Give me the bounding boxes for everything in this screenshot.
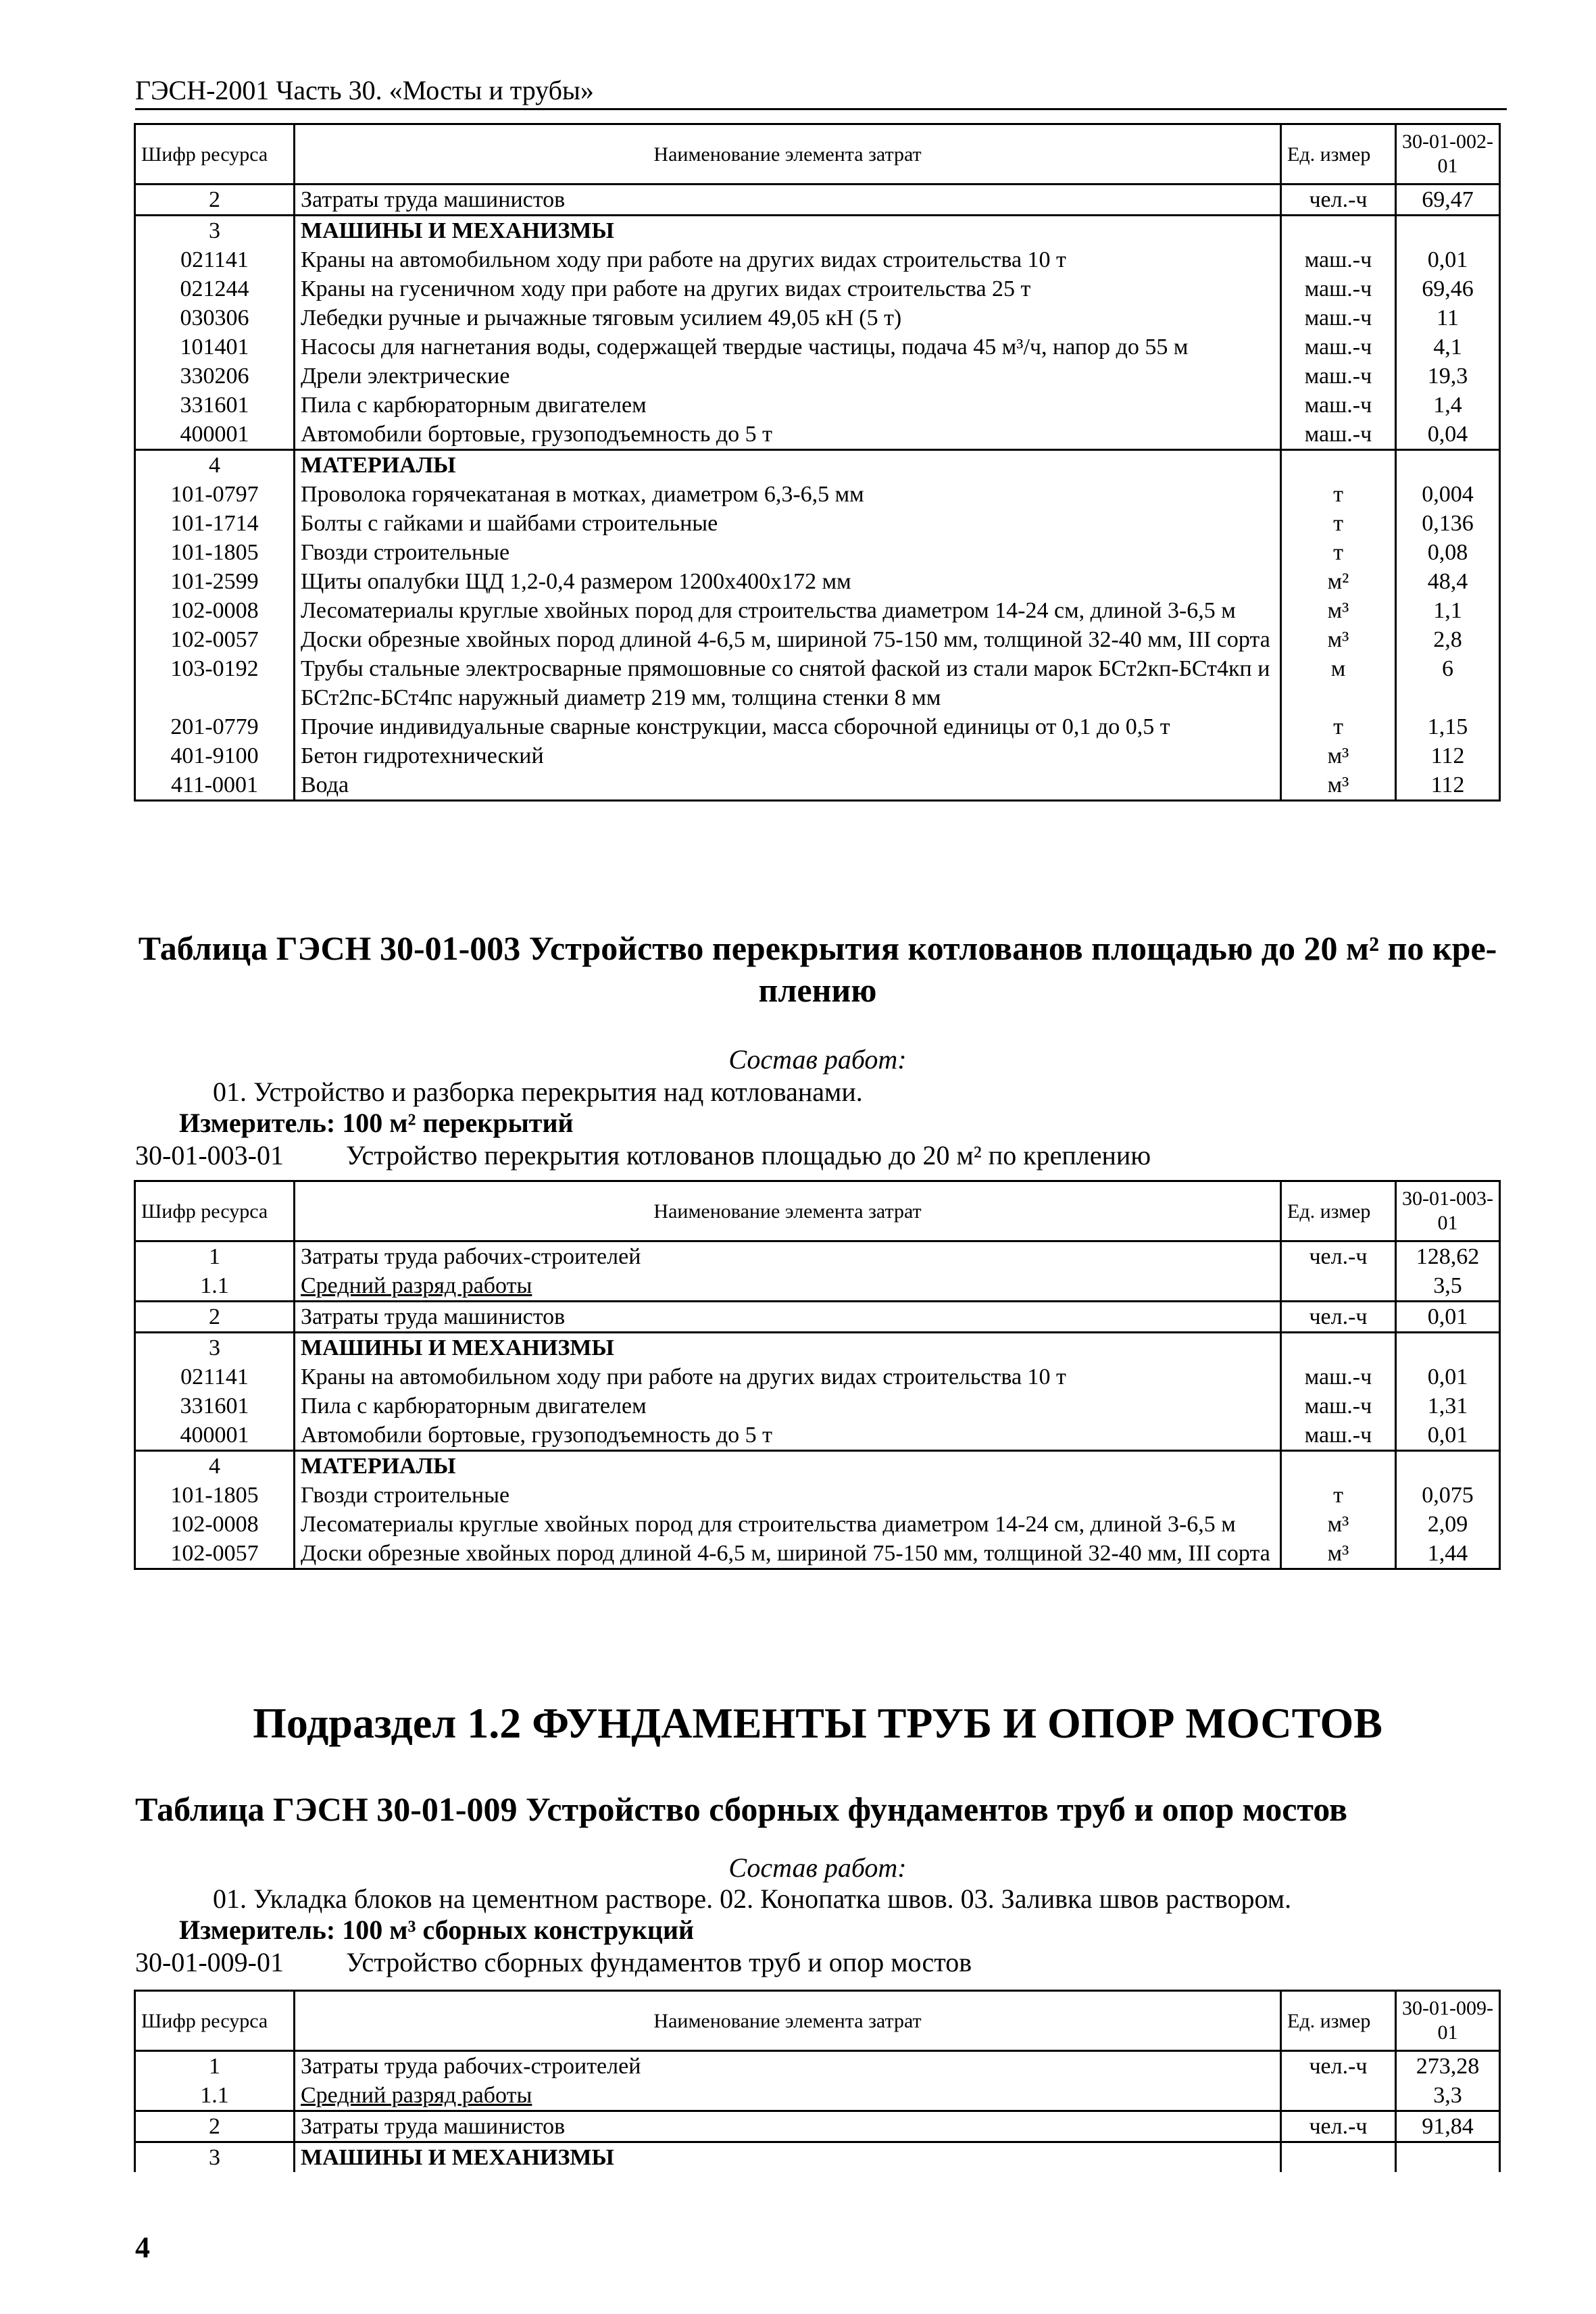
table-row <box>135 625 1500 654</box>
norm-description: Устройство сборных фундаментов труб и опор мостов <box>346 1947 972 1977</box>
row-value: 0,004 <box>1396 480 1500 509</box>
row-code: 2 <box>135 1302 295 1333</box>
row-unit: т <box>1281 1481 1396 1510</box>
col-header-unit: Ед. измер <box>1281 124 1396 184</box>
row-value: 1,44 <box>1396 1539 1500 1569</box>
row-unit: маш.-ч <box>1281 245 1396 274</box>
work-composition-label: Состав работ: <box>728 1044 907 1075</box>
row-name: Автомобили бортовые, грузоподъемность до 5 т <box>295 1421 1281 1451</box>
row-code: 400001 <box>135 420 295 450</box>
row-unit: т <box>1281 509 1396 538</box>
row-code: 401-9100 <box>135 741 295 770</box>
table-row <box>135 1481 1500 1510</box>
row-value: 1,15 <box>1396 712 1500 741</box>
row-name: Пила с карбюраторным двигателем <box>295 1392 1281 1421</box>
row-unit: маш.-ч <box>1281 362 1396 391</box>
table-row <box>135 1421 1500 1451</box>
row-name: Прочие индивидуальные сварные конструкции, масса сборочной единицы от 0,1 до 0,5 т <box>295 712 1281 741</box>
row-value: 1,1 <box>1396 596 1500 625</box>
measure-line <box>179 1914 694 1946</box>
row-name: Затраты труда рабочих-строителей <box>295 2051 1281 2082</box>
row-value: 128,62 <box>1396 1241 1500 1272</box>
row-value: 3,5 <box>1396 1271 1500 1302</box>
row-name: Автомобили бортовые, грузоподъемность до 5 т <box>295 420 1281 450</box>
norm-code: 30-01-009-01 <box>135 1947 284 1977</box>
row-unit: м³ <box>1281 625 1396 654</box>
row-code: 102-0057 <box>135 1539 295 1569</box>
col-header-name: Наименование элемента затрат <box>295 1181 1281 1241</box>
row-value <box>1396 1451 1500 1481</box>
row-code: 102-0008 <box>135 1510 295 1539</box>
col-header-value: 30-01-009-01 <box>1396 1991 1500 2051</box>
title-line: плению <box>758 971 877 1009</box>
row-code: 400001 <box>135 1421 295 1451</box>
table-row <box>135 333 1500 362</box>
row-name: Лебедки ручные и рычажные тяговым усилием 49,05 кН (5 т) <box>295 303 1281 333</box>
header-rule <box>135 108 1507 110</box>
table-row <box>135 2142 1500 2173</box>
row-value: 273,28 <box>1396 2051 1500 2082</box>
table-row <box>135 2051 1500 2082</box>
row-code: 102-0008 <box>135 596 295 625</box>
row-unit: м³ <box>1281 596 1396 625</box>
table-row <box>135 245 1500 274</box>
row-name: Щиты опалубки ЩД 1,2-0,4 размером 1200х400х172 мм <box>295 567 1281 596</box>
row-value: 1,4 <box>1396 391 1500 420</box>
table-row <box>135 567 1500 596</box>
row-unit: маш.-ч <box>1281 391 1396 420</box>
row-code: 101-1714 <box>135 509 295 538</box>
row-unit <box>1281 450 1396 481</box>
row-unit: маш.-ч <box>1281 1421 1396 1451</box>
row-value: 11 <box>1396 303 1500 333</box>
row-unit: м³ <box>1281 770 1396 801</box>
resource-table-3 <box>134 1990 1501 2172</box>
row-code: 101-0797 <box>135 480 295 509</box>
measure-line <box>179 1107 574 1139</box>
resource-table-1 <box>134 123 1501 802</box>
col-header-name: Наименование элемента затрат <box>295 1991 1281 2051</box>
measure-value: 100 м³ сборных конструкций <box>342 1915 695 1945</box>
row-value: 0,01 <box>1396 1421 1500 1451</box>
row-unit: т <box>1281 538 1396 567</box>
table-row <box>135 538 1500 567</box>
row-name: Краны на автомобильном ходу при работе на других видах строительства 10 т <box>295 1362 1281 1392</box>
row-value: 6 <box>1396 654 1500 712</box>
row-unit: чел.-ч <box>1281 1241 1396 1272</box>
table-row <box>135 1302 1500 1333</box>
row-value: 0,075 <box>1396 1481 1500 1510</box>
row-code: 2 <box>135 2111 295 2142</box>
group-title: МАШИНЫ И МЕХАНИЗМЫ <box>295 2142 1281 2173</box>
row-code: 411-0001 <box>135 770 295 801</box>
row-code: 021141 <box>135 1362 295 1392</box>
table-row <box>135 1333 1500 1363</box>
row-unit: маш.-ч <box>1281 420 1396 450</box>
row-unit: маш.-ч <box>1281 1362 1396 1392</box>
row-code: 331601 <box>135 1392 295 1421</box>
row-value: 0,04 <box>1396 420 1500 450</box>
col-header-value: 30-01-002-01 <box>1396 124 1500 184</box>
row-unit: м³ <box>1281 741 1396 770</box>
title-line: Таблица ГЭСН 30-01-003 Устройство перекрытия котлованов площадью до 20 м² по кре- <box>138 929 1497 967</box>
row-code: 330206 <box>135 362 295 391</box>
row-value: 0,01 <box>1396 245 1500 274</box>
row-name: Проволока горячекатаная в мотках, диаметром 6,3-6,5 мм <box>295 480 1281 509</box>
row-unit <box>1281 1451 1396 1481</box>
row-code: 1 <box>135 2051 295 2082</box>
row-value: 0,01 <box>1396 1302 1500 1333</box>
work-composition-label: Состав работ: <box>728 1852 907 1883</box>
row-unit: маш.-ч <box>1281 1392 1396 1421</box>
table-row <box>135 741 1500 770</box>
row-name: Затраты труда машинистов <box>295 2111 1281 2142</box>
row-name: Краны на гусеничном ходу при работе на других видах строительства 25 т <box>295 274 1281 303</box>
row-value: 2,8 <box>1396 625 1500 654</box>
group-title: МАТЕРИАЛЫ <box>295 450 1281 481</box>
table-row <box>135 1392 1500 1421</box>
col-header-unit: Ед. измер <box>1281 1991 1396 2051</box>
col-header-code: Шифр ресурса <box>135 1181 295 1241</box>
row-value: 91,84 <box>1396 2111 1500 2142</box>
row-code: 2 <box>135 184 295 216</box>
row-unit: т <box>1281 480 1396 509</box>
norm-code: 30-01-003-01 <box>135 1140 284 1171</box>
table-row <box>135 184 1500 216</box>
table-header-row <box>135 1181 1500 1241</box>
row-code: 1.1 <box>135 2081 295 2111</box>
table-row <box>135 596 1500 625</box>
row-unit: чел.-ч <box>1281 2111 1396 2142</box>
row-code: 021141 <box>135 245 295 274</box>
table-row <box>135 712 1500 741</box>
row-name: Бетон гидротехнический <box>295 741 1281 770</box>
row-code: 021244 <box>135 274 295 303</box>
table-row <box>135 509 1500 538</box>
row-unit: м³ <box>1281 1510 1396 1539</box>
group-title: МАШИНЫ И МЕХАНИЗМЫ <box>295 1333 1281 1363</box>
group-title: МАТЕРИАЛЫ <box>295 1451 1281 1481</box>
col-header-code: Шифр ресурса <box>135 124 295 184</box>
row-unit <box>1281 1271 1396 1302</box>
table-row <box>135 420 1500 450</box>
row-code: 1.1 <box>135 1271 295 1302</box>
row-code: 101-1805 <box>135 538 295 567</box>
col-header-code: Шифр ресурса <box>135 1991 295 2051</box>
col-header-value: 30-01-003-01 <box>1396 1181 1500 1241</box>
row-name: Средний разряд работы <box>295 2081 1281 2111</box>
row-value: 4,1 <box>1396 333 1500 362</box>
row-value <box>1396 2142 1500 2173</box>
table-row <box>135 303 1500 333</box>
row-value: 19,3 <box>1396 362 1500 391</box>
table-row <box>135 391 1500 420</box>
row-value: 0,08 <box>1396 538 1500 567</box>
row-code: 331601 <box>135 391 295 420</box>
row-value: 0,01 <box>1396 1362 1500 1392</box>
row-name: Лесоматериалы круглые хвойных пород для строительства диаметром 14-24 см, длиной 3-6,5 м <box>295 1510 1281 1539</box>
row-unit: маш.-ч <box>1281 333 1396 362</box>
row-unit: чел.-ч <box>1281 184 1396 216</box>
col-header-unit: Ед. измер <box>1281 1181 1396 1241</box>
subsection-title: Подраздел 1.2 ФУНДАМЕНТЫ ТРУБ И ОПОР МОСТОВ <box>253 1699 1382 1747</box>
row-unit <box>1281 216 1396 246</box>
row-code: 102-0057 <box>135 625 295 654</box>
row-name: Гвозди строительные <box>295 538 1281 567</box>
row-code: 101401 <box>135 333 295 362</box>
row-name: Краны на автомобильном ходу при работе на других видах строительства 10 т <box>295 245 1281 274</box>
row-unit: м² <box>1281 567 1396 596</box>
work-composition-text: 01. Укладка блоков на цементном растворе. 02. Конопатка швов. 03. Заливка швов раствором. <box>213 1884 1292 1914</box>
table-row <box>135 2081 1500 2111</box>
row-unit: м <box>1281 654 1396 712</box>
table-header-row <box>135 1991 1500 2051</box>
row-unit: маш.-ч <box>1281 274 1396 303</box>
row-name: Болты с гайками и шайбами строительные <box>295 509 1281 538</box>
row-name: Средний разряд работы <box>295 1271 1281 1302</box>
table-row <box>135 1510 1500 1539</box>
row-value <box>1396 450 1500 481</box>
table-row <box>135 1271 1500 1302</box>
table-row <box>135 362 1500 391</box>
row-code: 201-0779 <box>135 712 295 741</box>
table-row <box>135 1241 1500 1272</box>
row-value: 3,3 <box>1396 2081 1500 2111</box>
row-name: Затраты труда рабочих-строителей <box>295 1241 1281 1272</box>
row-unit: чел.-ч <box>1281 1302 1396 1333</box>
table-row <box>135 1362 1500 1392</box>
running-header: ГЭСН-2001 Часть 30. «Мосты и трубы» <box>135 75 594 105</box>
row-code: 030306 <box>135 303 295 333</box>
table-row <box>135 450 1500 481</box>
table-row <box>135 654 1500 712</box>
row-code: 4 <box>135 450 295 481</box>
row-name: Затраты труда машинистов <box>295 1302 1281 1333</box>
table-row <box>135 274 1500 303</box>
row-code: 101-1805 <box>135 1481 295 1510</box>
row-value <box>1396 216 1500 246</box>
row-value: 69,47 <box>1396 184 1500 216</box>
row-value: 48,4 <box>1396 567 1500 596</box>
table-row <box>135 770 1500 801</box>
measure-value: 100 м² перекрытий <box>342 1108 574 1138</box>
row-code: 3 <box>135 1333 295 1363</box>
row-value: 69,46 <box>1396 274 1500 303</box>
table-row <box>135 1539 1500 1569</box>
table-row <box>135 216 1500 246</box>
row-code: 3 <box>135 216 295 246</box>
resource-table-2 <box>134 1180 1501 1570</box>
col-header-name: Наименование элемента затрат <box>295 124 1281 184</box>
row-code: 4 <box>135 1451 295 1481</box>
row-value <box>1396 1333 1500 1363</box>
norm-description: Устройство перекрытия котлованов площадью до 20 м² по креплению <box>346 1140 1151 1171</box>
row-value: 0,136 <box>1396 509 1500 538</box>
row-name: Гвозди строительные <box>295 1481 1281 1510</box>
row-unit: маш.-ч <box>1281 303 1396 333</box>
table-row <box>135 2111 1500 2142</box>
row-name: Лесоматериалы круглые хвойных пород для строительства диаметром 14-24 см, длиной 3-6,5 м <box>295 596 1281 625</box>
table-row <box>135 480 1500 509</box>
row-value: 112 <box>1396 741 1500 770</box>
row-name: Затраты труда машинистов <box>295 184 1281 216</box>
table-title-30-01-009: Таблица ГЭСН 30-01-009 Устройство сборных фундаментов труб и опор мостов <box>135 1790 1348 1828</box>
row-value: 1,31 <box>1396 1392 1500 1421</box>
table-title-30-01-003 <box>135 927 1500 1011</box>
row-unit: м³ <box>1281 1539 1396 1569</box>
row-code: 3 <box>135 2142 295 2173</box>
measure-label: Измеритель: <box>179 1915 336 1945</box>
row-value: 2,09 <box>1396 1510 1500 1539</box>
row-unit <box>1281 1333 1396 1363</box>
row-unit: чел.-ч <box>1281 2051 1396 2082</box>
row-code: 103-0192 <box>135 654 295 712</box>
row-name: Вода <box>295 770 1281 801</box>
row-name: Дрели электрические <box>295 362 1281 391</box>
table-header-row <box>135 124 1500 184</box>
work-composition-text: 01. Устройство и разборка перекрытия над котлованами. <box>213 1077 863 1107</box>
row-value: 112 <box>1396 770 1500 801</box>
row-unit: т <box>1281 712 1396 741</box>
measure-label: Измеритель: <box>179 1108 336 1138</box>
row-name: Пила с карбюраторным двигателем <box>295 391 1281 420</box>
row-unit <box>1281 2142 1396 2173</box>
row-name: Трубы стальные электросварные прямошовные со снятой фаской из стали марок БСт2кп-БСт4кп и БСт2пс-БСт4пс наружный диаметр 219 мм, толщина стенки 8 мм <box>295 654 1281 712</box>
row-unit <box>1281 2081 1396 2111</box>
table-row <box>135 1451 1500 1481</box>
page-number: 4 <box>135 2231 150 2264</box>
row-name: Насосы для нагнетания воды, содержащей твердые частицы, подача 45 м³/ч, напор до 55 м <box>295 333 1281 362</box>
row-code: 101-2599 <box>135 567 295 596</box>
row-code: 1 <box>135 1241 295 1272</box>
row-name: Доски обрезные хвойных пород длиной 4-6,5 м, шириной 75-150 мм, толщиной 32-40 мм, III сорта <box>295 1539 1281 1569</box>
row-name: Доски обрезные хвойных пород длиной 4-6,5 м, шириной 75-150 мм, толщиной 32-40 мм, III сорта <box>295 625 1281 654</box>
group-title: МАШИНЫ И МЕХАНИЗМЫ <box>295 216 1281 246</box>
